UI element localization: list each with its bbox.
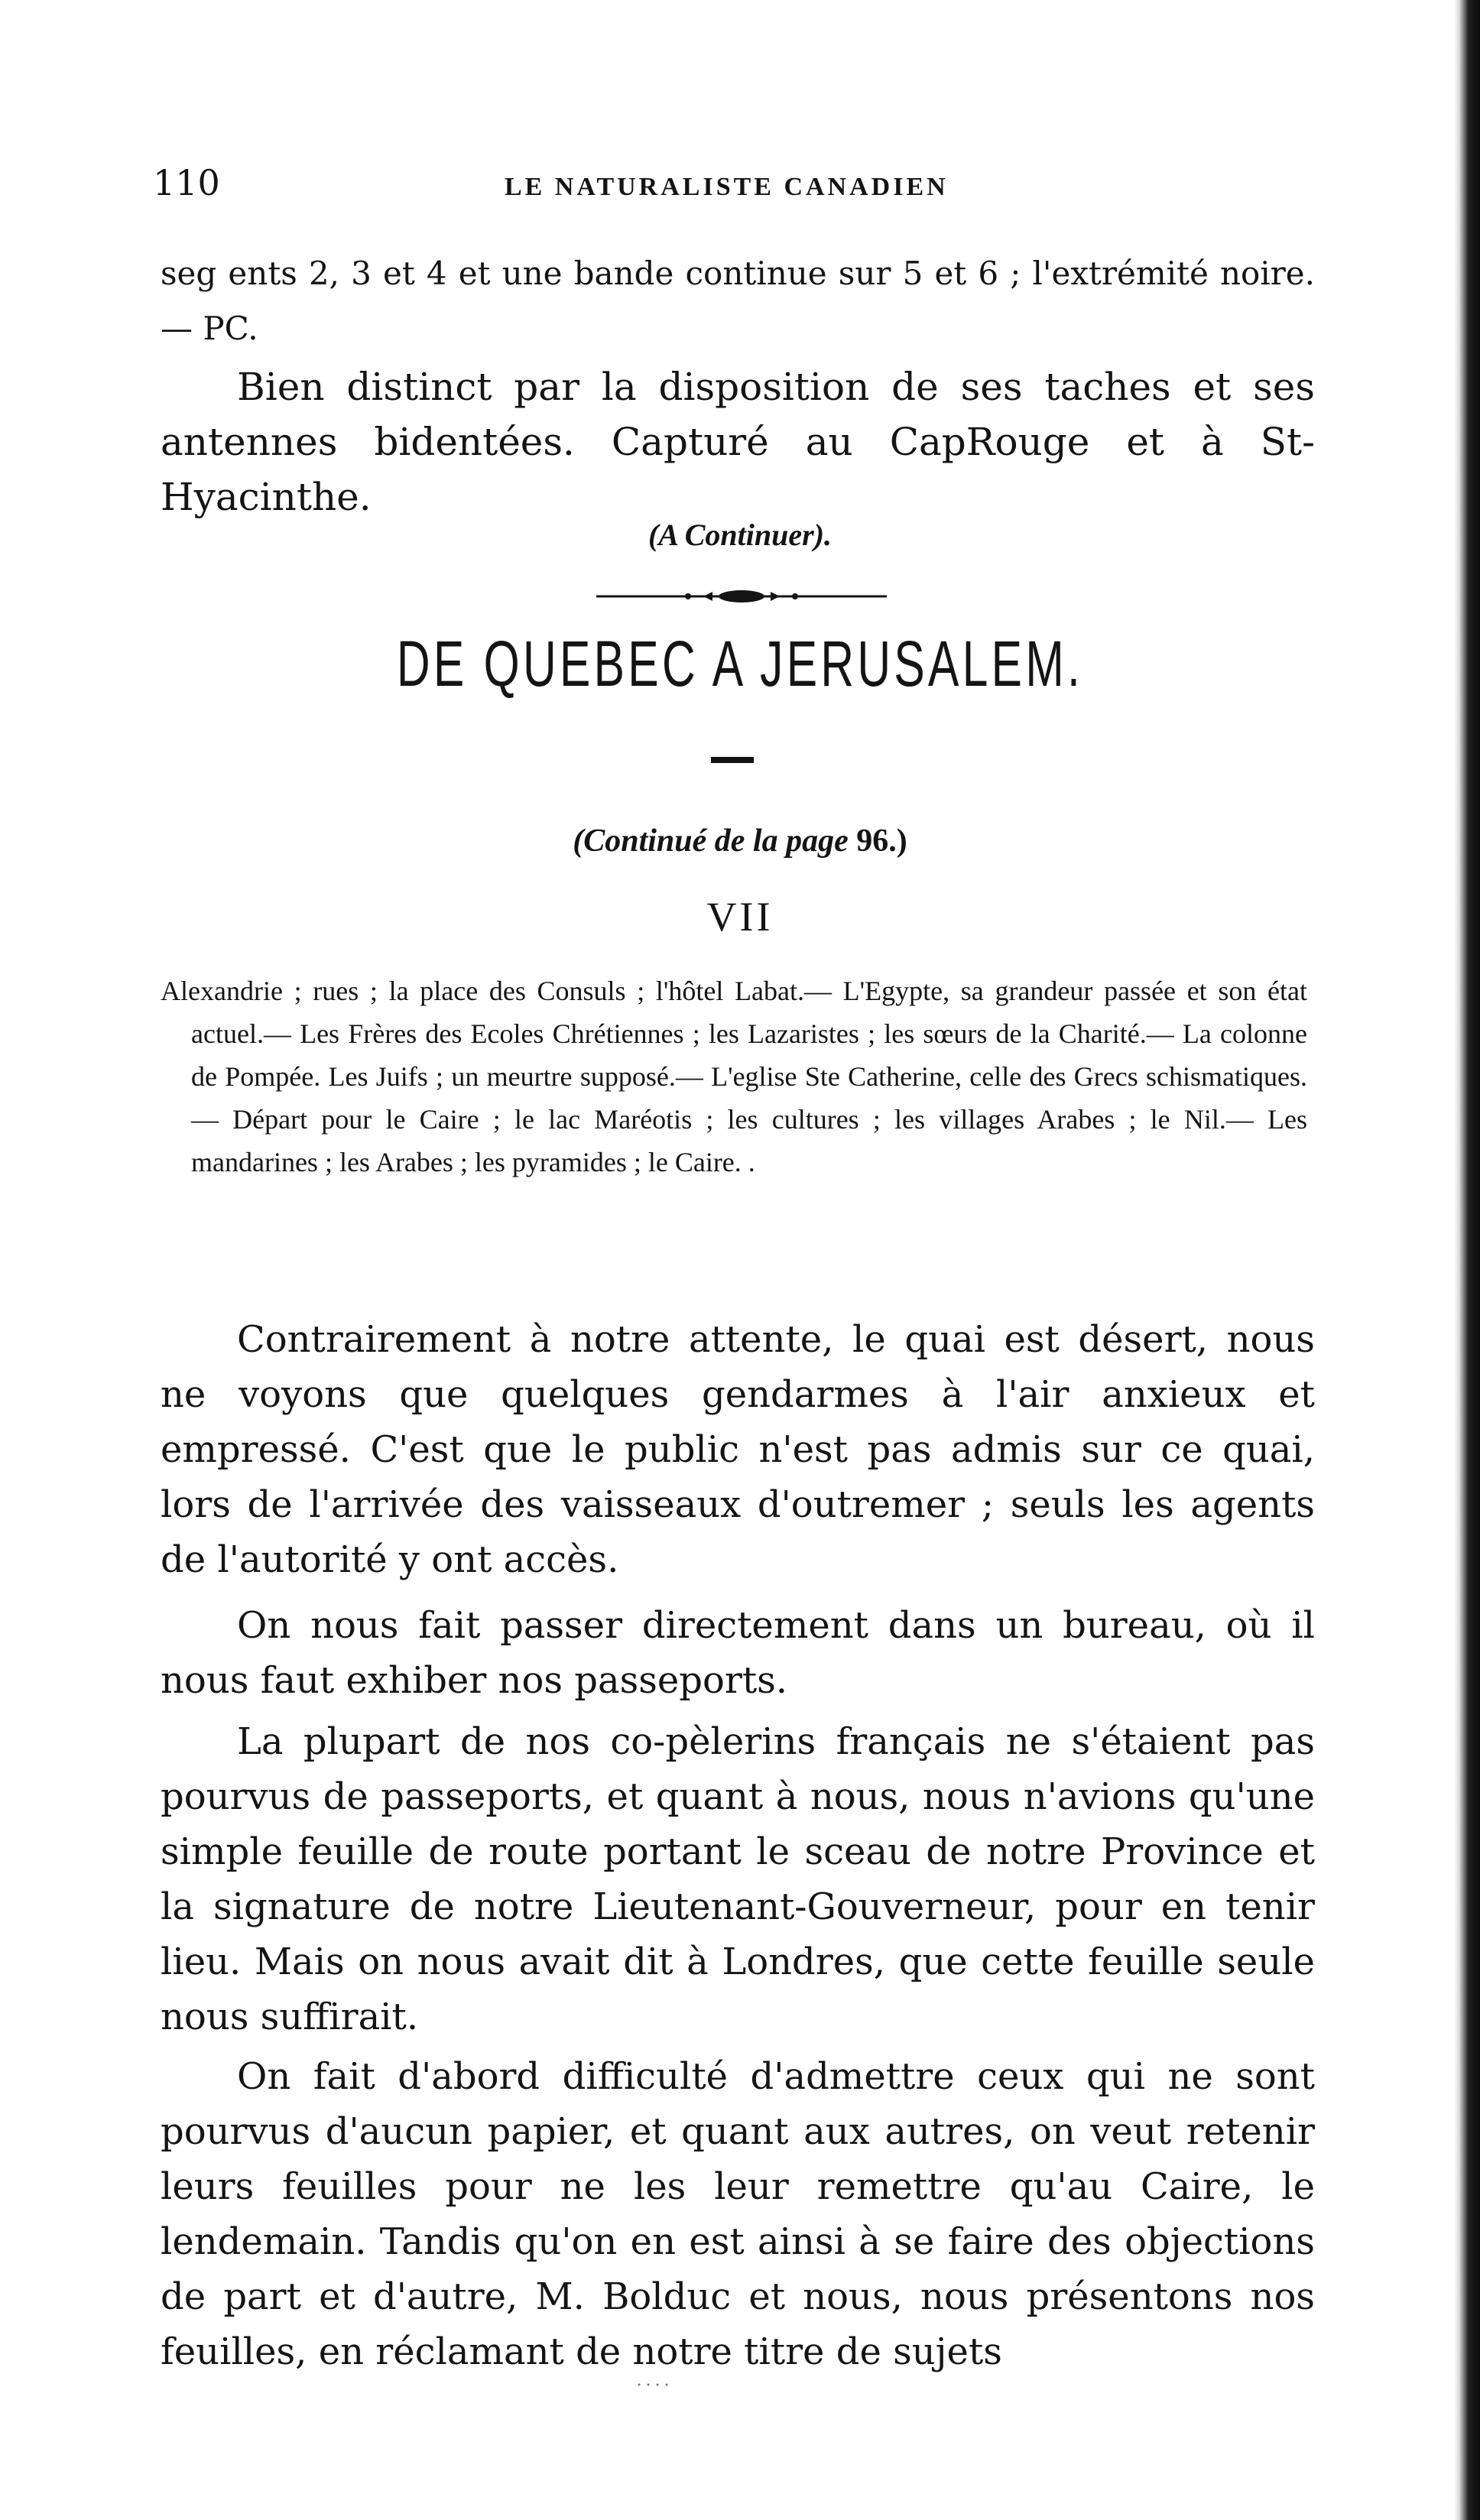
scanned-binding-edge: [1454, 0, 1480, 2520]
paragraph-2-text: On nous fait passer directement dans un bureau, où il nous faut exhiber nos passeports.: [161, 1604, 1315, 1702]
previous-article-paragraph: [161, 359, 1315, 524]
paragraph-3-text: La plupart de nos co-pèlerins français ne s'étaient pas pourvus de passeports, et quant à nous, nous n'avions qu'une simple feuille de route portant le sceau de notre Province et la signature de notre Lieutenant-Gouverneur, pour en tenir lieu. Mais on nous avait dit à Londres, que cette feuille seule nous suffirait.: [161, 1720, 1315, 2038]
section-number: VII: [706, 894, 774, 940]
paragraph-3: [161, 1714, 1315, 2044]
continued-from-italic: (Continué de la page: [573, 823, 849, 859]
chapter-summary-text: Alexandrie ; rues ; la place des Consuls ; l'hôtel Labat.— L'Egypte, sa grandeur passée et son état actuel.— Les Frères des Ecoles Chrétiennes ; les Lazaristes ; les sœurs de la Charité.— La colonne de Pompée. Les Juifs ; un meurtre supposé.— L'eglise Ste Catherine, celle des Grecs schismatiques.— Départ pour le Caire ; le lac Maréotis ; les cultures ; les villages Arabes ; le Nil.— Les mandarines ; les Arabes ; les pyramides ; le Caire. .: [161, 976, 1307, 1177]
paragraph-2: [161, 1598, 1315, 1708]
chapter-summary: [161, 969, 1307, 1184]
continuation-mark: (A Continuer).: [648, 518, 832, 552]
continued-line: [161, 246, 1315, 356]
previous-article-paragraph-text: Bien distinct par la disposition de ses taches et ses antennes bidentées. Capturé au CapRouge et à St-Hyacinthe.: [161, 365, 1315, 519]
continued-from-page: 96.): [856, 823, 907, 859]
title-dash: [711, 757, 754, 763]
page-number: 110: [153, 162, 220, 203]
continued-line-text: seg ents 2, 3 et 4 et une bande continue sur 5 et 6 ; l'extrémité noire.— PC.: [161, 255, 1315, 347]
footer-specks: [635, 2382, 680, 2387]
page-header: [153, 162, 994, 208]
paragraph-1-text: Contrairement à notre attente, le quai est désert, nous ne voyons que quelques gendarmes à l'air anxieux et empressé. C'est que le public n'est pas admis sur ce quai, lors de l'arrivée des vaisseaux d'outremer ; seuls les agents de l'autorité y ont accès.: [161, 1318, 1315, 1581]
ornament-divider: [596, 587, 887, 606]
article-title: DE QUEBEC A JERUSALEM.: [396, 628, 1084, 700]
paragraph-4: [161, 2049, 1315, 2379]
paragraph-1: [161, 1312, 1315, 1587]
paragraph-4-text: On fait d'abord difficulté d'admettre ceux qui ne sont pourvus d'aucun papier, et quant aux autres, on veut retenir leurs feuilles pour ne les leur remettre qu'au Caire, le lendemain. Tandis qu'on en est ainsi à se faire des objections de part et d'autre, M. Bolduc et nous, nous présentons nos feuilles, en réclamant de notre titre de sujets: [161, 2055, 1315, 2373]
continued-from-note: [0, 823, 1480, 859]
running-head: LE NATURALISTE CANADIEN: [505, 173, 949, 201]
